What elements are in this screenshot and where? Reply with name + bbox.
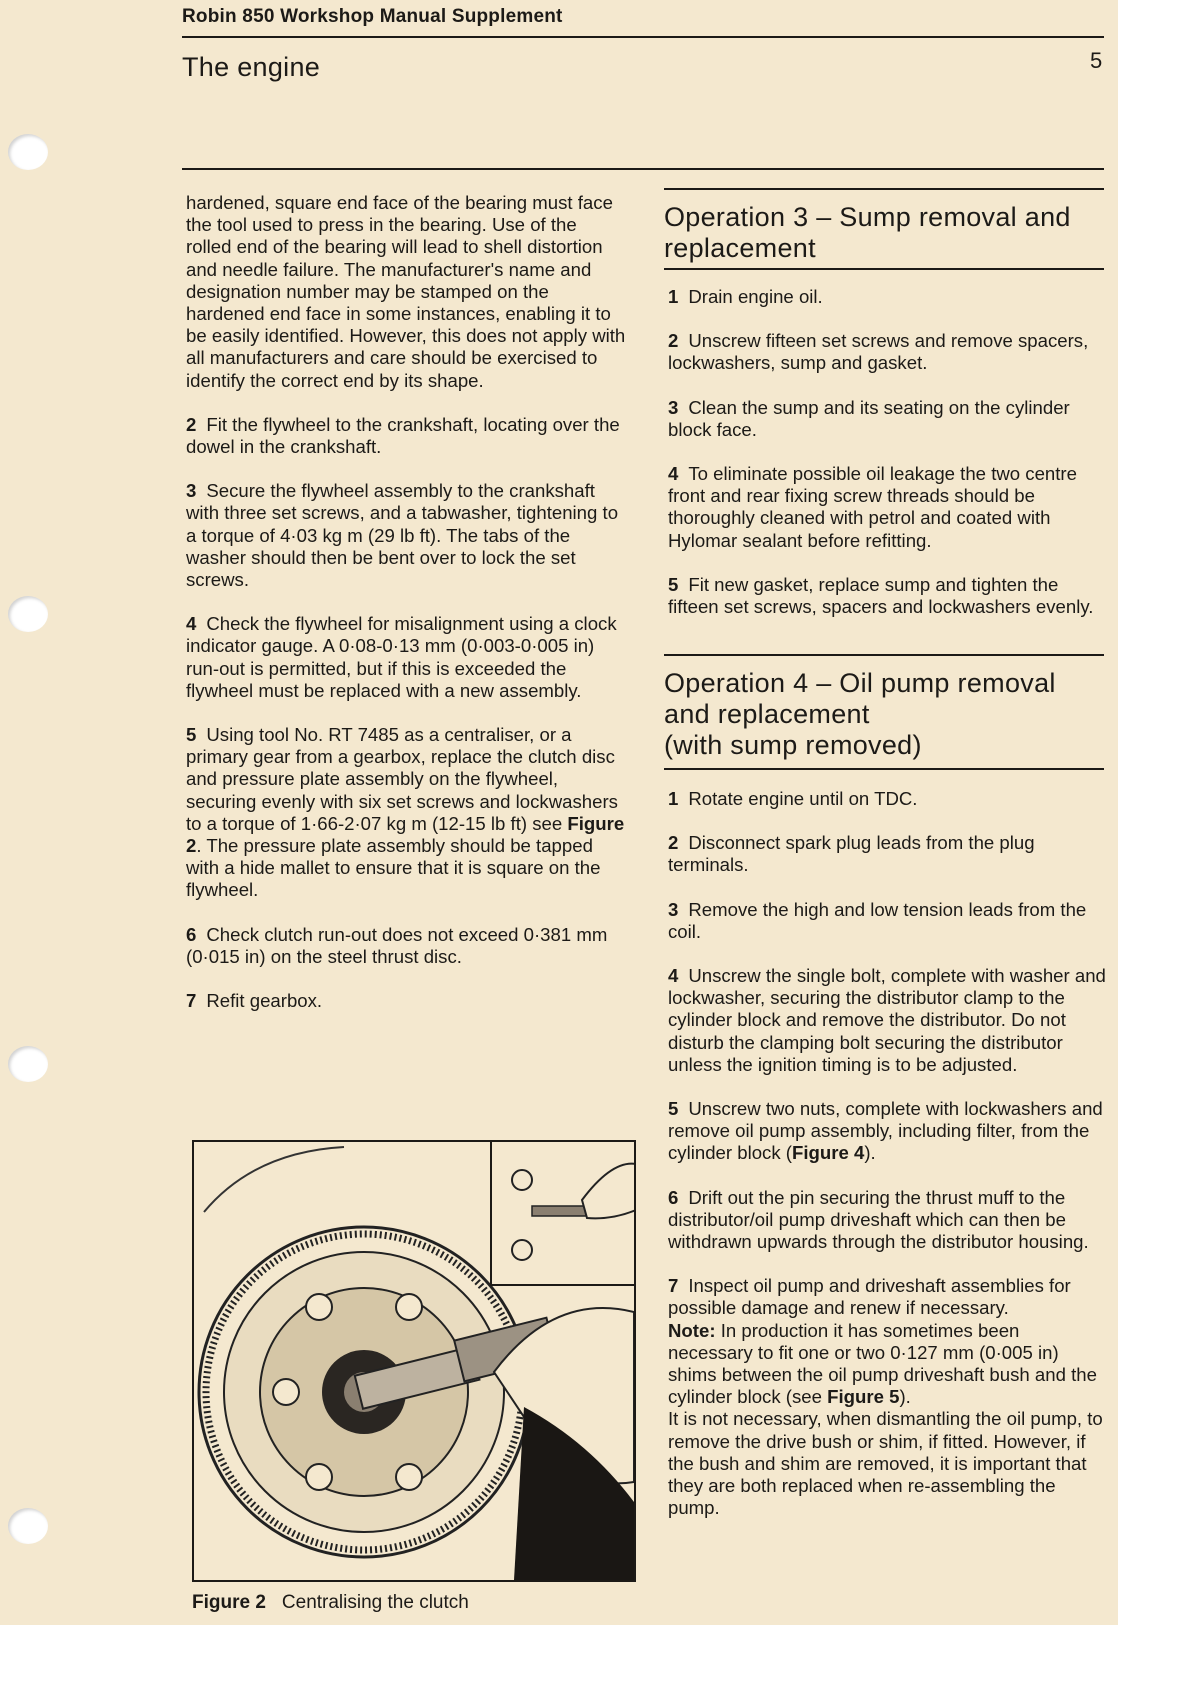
step-paragraph: 3 Clean the sump and its seating on the cylinder block face. [668, 396, 1070, 440]
figure-label: Figure 2 [192, 1592, 266, 1613]
figure-reference: Figure 2 [186, 812, 625, 857]
inset-drawing [492, 1140, 636, 1282]
operation-4-heading: Operation 4 – Oil pump removal and replacement (with sump removed) [664, 668, 1056, 760]
step-paragraph: 5 Fit new gasket, replace sump and tighten the fifteen set screws, spacers and lockwashers evenly. [668, 573, 1094, 618]
step-paragraph: 3 Secure the flywheel assembly to the crankshaft with three set screws, and a tabwasher, tightening to a torque of 4·03 kg m (29 lb ft). The tabs of the washer should then be bent over to lock the set screws. [186, 480, 619, 591]
operation-3-heading: Operation 3 – Sump removal and replacement [664, 202, 1071, 263]
punch-hole [8, 1046, 48, 1082]
punch-hole [8, 1508, 48, 1544]
figure-2-caption: Figure 2 Centralising the clutch [192, 1592, 469, 1613]
header-bottom-rule [182, 168, 1104, 170]
punch-hole [8, 596, 48, 632]
step-paragraph: 6 Check clutch run-out does not exceed 0·381 mm (0·015 in) on the steel thrust disc. [186, 923, 608, 967]
step-paragraph: 1 Rotate engine until on TDC. [668, 788, 918, 809]
figure-reference: Figure 5 [827, 1386, 900, 1408]
step-paragraph: 7 Inspect oil pump and driveshaft assemblies for possible damage and renew if necessary. Note: In production it has sometimes been necessary to fit one or two 0·127 mm (0·005 in) shims between the oil pump driveshaft bush and the cylinder block (see Figure 5). It is not necessary, when dismantling the oil pump, to remove the drive bush or shim, if fitted. However, if the bush and shim are removed, it is important that they are both replaced when re-assembling the pump. [668, 1275, 1103, 1519]
step-paragraph: 6 Drift out the pin securing the thrust muff to the distributor/oil pump driveshaft which can then be withdrawn upwards through the distributor housing. [668, 1186, 1089, 1253]
step-paragraph: 2 Disconnect spark plug leads from the plug terminals. [668, 832, 1035, 876]
punch-hole [8, 134, 48, 170]
step-paragraph: 4 To eliminate possible oil leakage the two centre front and rear fixing screw threads should be thoroughly cleaned with petrol and coated with Hylomar sealant before refitting. [668, 463, 1077, 551]
operation-4-steps [668, 788, 1108, 1519]
operation-4-bottom-rule [664, 768, 1104, 770]
figure-2-inset [490, 1140, 636, 1286]
step-paragraph: 4 Check the flywheel for misalignment using a clock indicator gauge. A 0·08-0·13 mm (0·003-0·005 in) run-out is permitted, but if this is exceeded the flywheel must be replaced with a new assembly. [186, 613, 617, 701]
header-rule [182, 36, 1104, 38]
figure-reference: Figure 4 [792, 1142, 865, 1164]
page-number: 5 [1090, 48, 1103, 73]
figure-2-illustration [192, 1140, 636, 1582]
step-paragraph: 2 Unscrew fifteen set screws and remove spacers, lockwashers, sump and gasket. [668, 330, 1089, 374]
step-paragraph: 5 Unscrew two nuts, complete with lockwashers and remove oil pump assembly, including filter, from the cylinder block (Figure 4). [668, 1098, 1103, 1164]
left-column [186, 192, 626, 1034]
step-paragraph: 5 Using tool No. RT 7485 as a centraliser, or a primary gear from a gearbox, replace the clutch disc and pressure plate assembly on the flywheel, securing evenly with six set screws and lockwashers to a torque of 1·66-2·07 kg m (12-15 lb ft) see Figure 2. The pressure plate assembly should be tapped with a hide mallet to ensure that it is square on the flywheel. [186, 724, 625, 901]
manual-title: Robin 850 Workshop Manual Supplement [182, 6, 563, 27]
operation-3-bottom-rule [664, 268, 1104, 270]
step-paragraph: 3 Remove the high and low tension leads from the coil. [668, 898, 1087, 942]
operation-3-top-rule [664, 188, 1104, 190]
operation-4-top-rule [664, 654, 1104, 656]
step-paragraph: 2 Fit the flywheel to the crankshaft, locating over the dowel in the crankshaft. [186, 413, 620, 458]
step-paragraph: 4 Unscrew the single bolt, complete with washer and lockwasher, securing the distributor clamp to the cylinder block and remove the distributor. Do not disturb the clamping bolt securing the distributor unless the ignition timing is to be adjusted. [668, 965, 1106, 1075]
note-label: Note: [668, 1319, 716, 1341]
operation-3-steps [668, 286, 1108, 640]
section-title: The engine [182, 52, 321, 82]
step-paragraph: 1 Drain engine oil. [668, 286, 823, 307]
intro-paragraph: hardened, square end face of the bearing must face the tool used to press in the bearing. Use of the rolled end of the bearing will lead to shell distortion and needle failure. The manufacturer's name and designation number may be stamped on the hardened end face in some instances, enabling it to be easily identified. However, this does not apply with all manufacturers and care should be exercised to identify the correct end by its shape. [186, 192, 626, 391]
step-paragraph: 7 Refit gearbox. [186, 990, 323, 1012]
